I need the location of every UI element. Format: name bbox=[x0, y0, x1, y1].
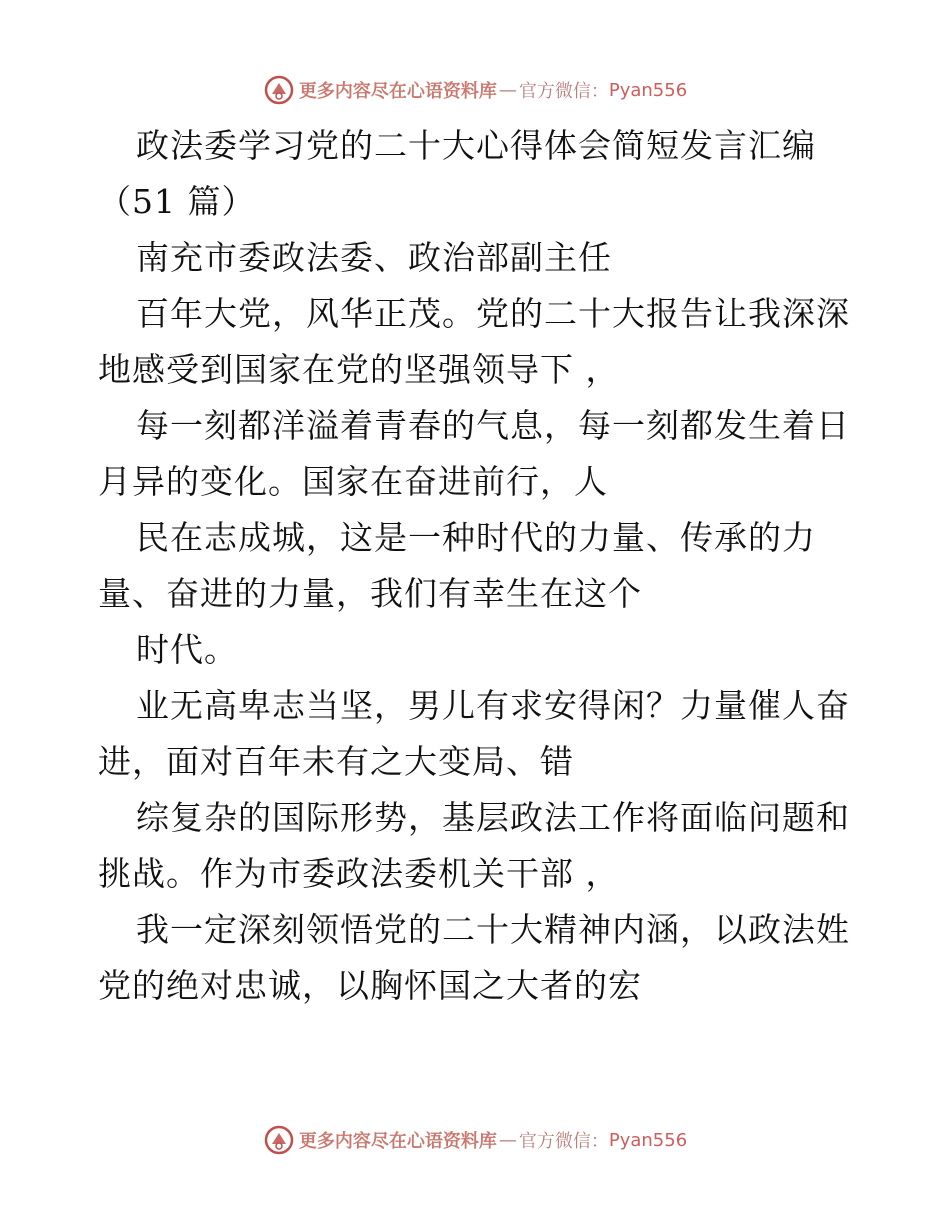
paragraph-line: 挑战。作为市委政法委机关干部 ， bbox=[98, 854, 620, 893]
author-line: 南充市委政法委、政治部副主任 bbox=[136, 238, 612, 277]
paragraph-line: 量、奋进的力量，我们有幸生在这个 bbox=[98, 574, 642, 613]
watermark-dash: — bbox=[498, 79, 517, 101]
watermark-header bbox=[0, 70, 950, 110]
paragraph-line: 民在志成城，这是一种时代的力量、传承的力 bbox=[136, 518, 816, 557]
document-body bbox=[98, 118, 858, 1014]
watermark-wechat-id: Pyan556 bbox=[608, 1129, 688, 1151]
watermark-sub-text: 官方微信： bbox=[518, 81, 609, 102]
paragraph-line: 业无高卑志当坚，男儿有求安得闲？力量催人奋 bbox=[136, 686, 850, 725]
watermark-logo-icon bbox=[263, 1124, 295, 1156]
paragraph-line: 百年大党，风华正茂。党的二十大报告让我深深 bbox=[136, 294, 850, 333]
paragraph-line: 每一刻都洋溢着青春的气息，每一刻都发生着日 bbox=[136, 406, 850, 445]
watermark-sub-text: 官方微信： bbox=[518, 1131, 609, 1152]
watermark-logo-icon bbox=[263, 74, 295, 106]
paragraph-line: 时代。 bbox=[136, 630, 238, 669]
watermark-wechat-id: Pyan556 bbox=[608, 79, 688, 101]
watermark-main-text: 更多内容尽在心语资料库 bbox=[298, 1131, 497, 1152]
watermark-footer bbox=[0, 1120, 950, 1160]
paragraph-line: 党的绝对忠诚，以胸怀国之大者的宏 bbox=[98, 966, 642, 1005]
document-title-line-1: 政法委学习党的二十大心得体会简短发言汇编 bbox=[136, 126, 816, 165]
watermark-main-text: 更多内容尽在心语资料库 bbox=[298, 81, 497, 102]
document-title-line-2: （51 篇） bbox=[98, 182, 256, 221]
paragraph-line: 地感受到国家在党的坚强领导下 ， bbox=[98, 350, 620, 389]
watermark-dash: — bbox=[498, 1129, 517, 1151]
paragraph-line: 综复杂的国际形势，基层政法工作将面临问题和 bbox=[136, 798, 850, 837]
paragraph-line: 进，面对百年未有之大变局、错 bbox=[98, 742, 574, 781]
paragraph-line: 我一定深刻领悟党的二十大精神内涵，以政法姓 bbox=[136, 910, 850, 949]
paragraph-line: 月异的变化。国家在奋进前行，人 bbox=[98, 462, 608, 501]
